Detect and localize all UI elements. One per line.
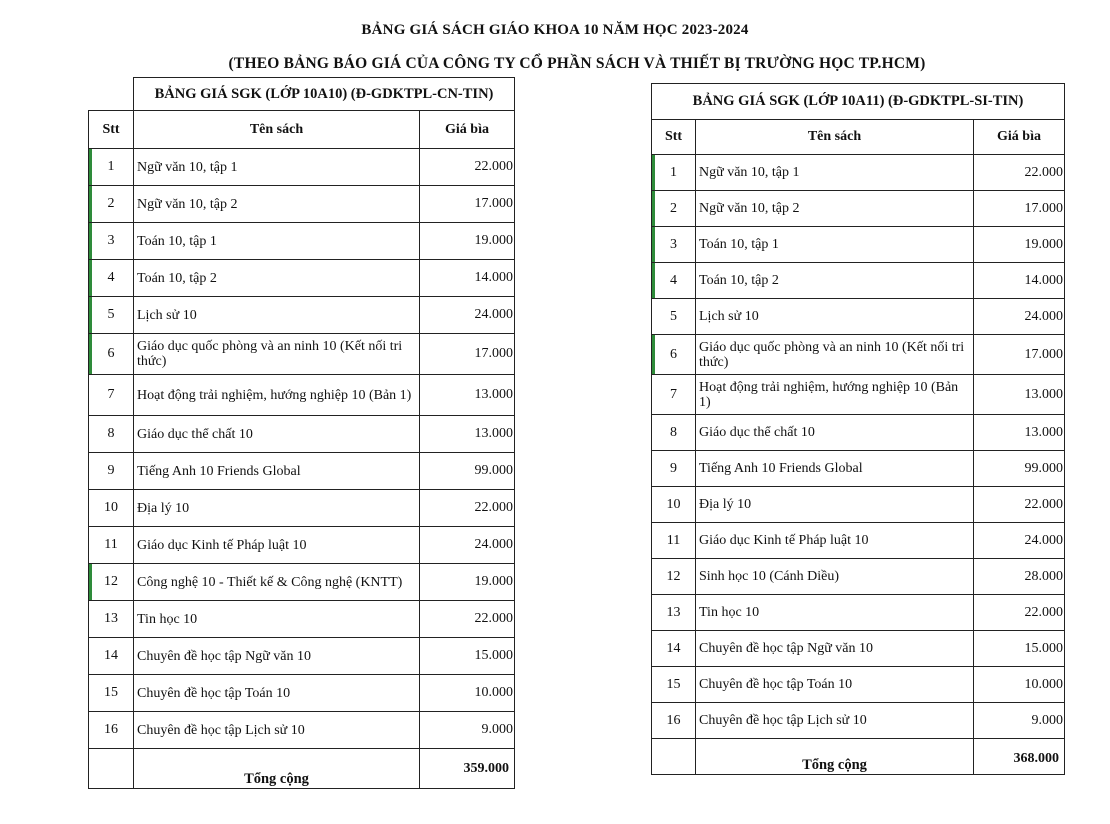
row-stt: 9 (89, 453, 134, 490)
table-row (652, 451, 1065, 487)
row-price: 28.000 (974, 559, 1065, 595)
row-book-name: Ngữ văn 10, tập 2 (696, 191, 974, 227)
row-price: 24.000 (420, 527, 515, 564)
row-price: 14.000 (974, 263, 1065, 299)
row-price: 17.000 (420, 186, 515, 223)
row-price: 17.000 (420, 334, 515, 375)
row-price: 99.000 (974, 451, 1065, 487)
row-stt: 14 (89, 638, 134, 675)
table-row (89, 564, 515, 601)
table-row (89, 453, 515, 490)
total-label: Tổng cộng (696, 739, 974, 775)
table-row (89, 712, 515, 749)
table-row (89, 297, 515, 334)
table-row (89, 149, 515, 186)
table-caption: BẢNG GIÁ SGK (LỚP 10A10) (Đ-GDKTPL-CN-TIN) (134, 78, 515, 111)
column-header-price: Giá bìa (974, 120, 1065, 155)
price-table-10a11 (651, 83, 1065, 775)
total-value: 359.000 (420, 749, 515, 789)
table-row (652, 335, 1065, 375)
row-price: 22.000 (974, 595, 1065, 631)
column-header-stt: Stt (652, 120, 696, 155)
row-price: 22.000 (974, 487, 1065, 523)
row-book-name: Chuyên đề học tập Ngữ văn 10 (696, 631, 974, 667)
document-subtitle: (THEO BẢNG BÁO GIÁ CỦA CÔNG TY CỔ PHẦN SÁCH VÀ THIẾT BỊ TRƯỜNG HỌC TP.HCM) (228, 55, 926, 72)
row-stt: 13 (652, 595, 696, 631)
table-row (89, 186, 515, 223)
row-stt: 9 (652, 451, 696, 487)
table-caption: BẢNG GIÁ SGK (LỚP 10A11) (Đ-GDKTPL-SI-TIN) (652, 84, 1065, 120)
row-stt: 14 (652, 631, 696, 667)
table-row (89, 638, 515, 675)
row-book-name: Giáo dục quốc phòng và an ninh 10 (Kết nối tri thức) (696, 335, 974, 375)
row-price: 22.000 (420, 490, 515, 527)
row-price: 24.000 (974, 523, 1065, 559)
table-row (89, 260, 515, 297)
column-header-name: Tên sách (696, 120, 974, 155)
table-row (89, 601, 515, 638)
row-stt: 1 (652, 155, 696, 191)
row-price: 19.000 (420, 223, 515, 260)
table-row (652, 263, 1065, 299)
row-stt: 2 (652, 191, 696, 227)
row-book-name: Địa lý 10 (696, 487, 974, 523)
row-stt: 7 (89, 375, 134, 416)
row-stt: 5 (652, 299, 696, 335)
row-stt: 6 (89, 334, 134, 375)
table-row (652, 155, 1065, 191)
row-book-name: Lịch sử 10 (134, 297, 420, 334)
row-book-name: Giáo dục thể chất 10 (696, 415, 974, 451)
table-row (652, 631, 1065, 667)
table-row (652, 559, 1065, 595)
row-stt: 6 (652, 335, 696, 375)
row-book-name: Ngữ văn 10, tập 2 (134, 186, 420, 223)
table-row (652, 487, 1065, 523)
table-row (652, 667, 1065, 703)
row-price: 14.000 (420, 260, 515, 297)
row-price: 13.000 (420, 416, 515, 453)
row-book-name: Chuyên đề học tập Lịch sử 10 (134, 712, 420, 749)
row-stt: 7 (652, 375, 696, 415)
row-stt: 1 (89, 149, 134, 186)
row-stt: 15 (89, 675, 134, 712)
row-book-name: Ngữ văn 10, tập 1 (696, 155, 974, 191)
row-price: 13.000 (420, 375, 515, 416)
row-stt: 5 (89, 297, 134, 334)
row-book-name: Hoạt động trải nghiệm, hướng nghiệp 10 (Bản 1) (134, 375, 420, 416)
row-stt: 16 (652, 703, 696, 739)
row-book-name: Địa lý 10 (134, 490, 420, 527)
table-row (652, 191, 1065, 227)
column-header-stt: Stt (89, 111, 134, 149)
row-stt: 8 (89, 416, 134, 453)
row-stt: 10 (652, 487, 696, 523)
row-price: 22.000 (420, 149, 515, 186)
row-book-name: Giáo dục thể chất 10 (134, 416, 420, 453)
row-stt: 10 (89, 490, 134, 527)
row-price: 17.000 (974, 191, 1065, 227)
table-row (652, 375, 1065, 415)
row-stt: 4 (652, 263, 696, 299)
table-row (89, 375, 515, 416)
row-book-name: Tiếng Anh 10 Friends Global (696, 451, 974, 487)
row-stt: 12 (89, 564, 134, 601)
row-book-name: Tin học 10 (134, 601, 420, 638)
row-book-name: Chuyên đề học tập Toán 10 (134, 675, 420, 712)
row-price: 22.000 (420, 601, 515, 638)
row-stt: 4 (89, 260, 134, 297)
row-price: 15.000 (420, 638, 515, 675)
row-book-name: Giáo dục Kinh tế Pháp luật 10 (134, 527, 420, 564)
table-row (652, 227, 1065, 263)
table-row (89, 527, 515, 564)
table-row (652, 299, 1065, 335)
row-stt: 3 (652, 227, 696, 263)
row-price: 99.000 (420, 453, 515, 490)
row-book-name: Chuyên đề học tập Ngữ văn 10 (134, 638, 420, 675)
row-price: 15.000 (974, 631, 1065, 667)
row-price: 19.000 (420, 564, 515, 601)
document-title: BẢNG GIÁ SÁCH GIÁO KHOA 10 NĂM HỌC 2023-2024 (361, 22, 749, 38)
table-row (652, 595, 1065, 631)
row-book-name: Ngữ văn 10, tập 1 (134, 149, 420, 186)
row-book-name: Toán 10, tập 2 (134, 260, 420, 297)
column-header-price: Giá bìa (420, 111, 515, 149)
row-book-name: Toán 10, tập 1 (134, 223, 420, 260)
row-stt: 3 (89, 223, 134, 260)
row-book-name: Tin học 10 (696, 595, 974, 631)
row-price: 22.000 (974, 155, 1065, 191)
row-stt: 15 (652, 667, 696, 703)
table-row (652, 703, 1065, 739)
row-book-name: Chuyên đề học tập Toán 10 (696, 667, 974, 703)
row-stt: 16 (89, 712, 134, 749)
total-value: 368.000 (974, 739, 1065, 775)
row-price: 10.000 (420, 675, 515, 712)
table-row (89, 416, 515, 453)
row-stt: 13 (89, 601, 134, 638)
table-row (89, 490, 515, 527)
row-book-name: Sinh học 10 (Cánh Diều) (696, 559, 974, 595)
row-book-name: Toán 10, tập 2 (696, 263, 974, 299)
table-row (652, 415, 1065, 451)
row-book-name: Tiếng Anh 10 Friends Global (134, 453, 420, 490)
row-price: 9.000 (974, 703, 1065, 739)
column-header-name: Tên sách (134, 111, 420, 149)
row-price: 24.000 (420, 297, 515, 334)
row-price: 19.000 (974, 227, 1065, 263)
table-row (89, 223, 515, 260)
row-book-name: Giáo dục Kinh tế Pháp luật 10 (696, 523, 974, 559)
row-price: 10.000 (974, 667, 1065, 703)
row-book-name: Lịch sử 10 (696, 299, 974, 335)
row-stt: 12 (652, 559, 696, 595)
row-stt: 2 (89, 186, 134, 223)
row-price: 17.000 (974, 335, 1065, 375)
table-row (89, 675, 515, 712)
row-stt: 11 (652, 523, 696, 559)
row-stt: 8 (652, 415, 696, 451)
table-row (652, 523, 1065, 559)
row-book-name: Hoạt động trải nghiệm, hướng nghiệp 10 (Bản 1) (696, 375, 974, 415)
row-price: 13.000 (974, 415, 1065, 451)
row-stt: 11 (89, 527, 134, 564)
row-book-name: Chuyên đề học tập Lịch sử 10 (696, 703, 974, 739)
row-price: 24.000 (974, 299, 1065, 335)
table-row (89, 334, 515, 375)
row-price: 13.000 (974, 375, 1065, 415)
row-price: 9.000 (420, 712, 515, 749)
row-book-name: Công nghệ 10 - Thiết kế & Công nghệ (KNTT) (134, 564, 420, 601)
row-book-name: Giáo dục quốc phòng và an ninh 10 (Kết nối tri thức) (134, 334, 420, 375)
price-table-10a10 (88, 77, 515, 789)
row-book-name: Toán 10, tập 1 (696, 227, 974, 263)
total-label: Tổng cộng (134, 749, 420, 789)
